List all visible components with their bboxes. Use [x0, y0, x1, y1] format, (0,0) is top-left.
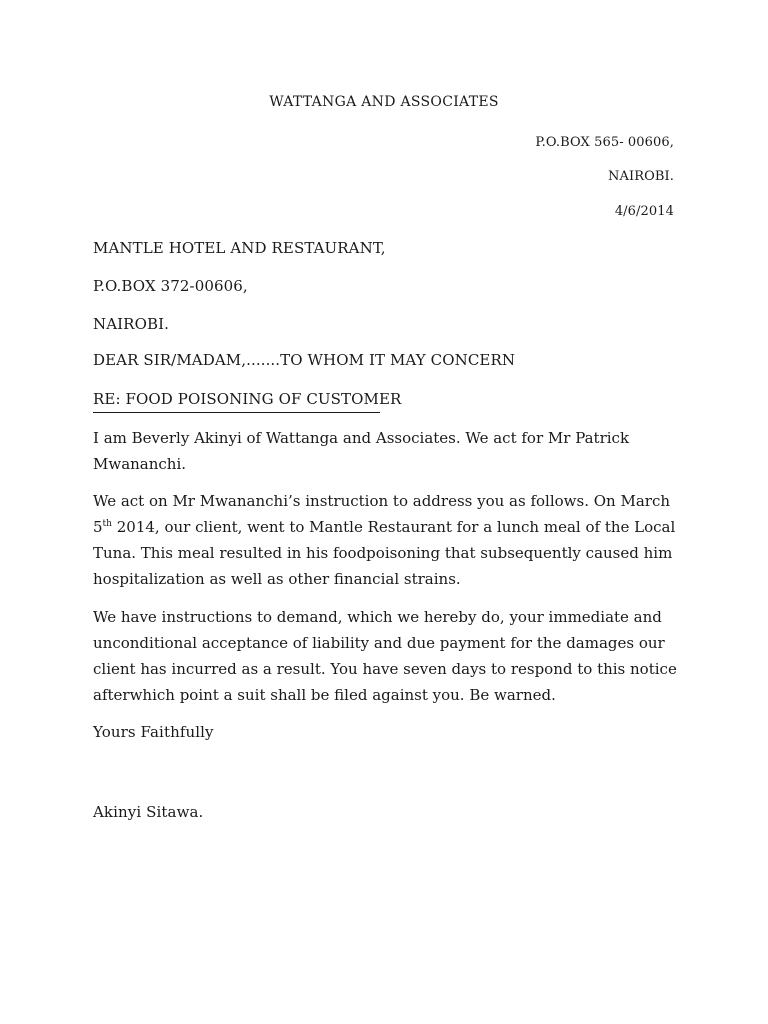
paragraph-line: We act on Mr Mwananchi’s instruction to address you as follows. On March [93, 492, 671, 510]
paragraph-line: Mwananchi. [93, 455, 187, 473]
subject-line: RE: FOOD POISONING OF CUSTOMER [93, 389, 380, 413]
paragraph-line [93, 514, 683, 540]
paragraph-demand [93, 604, 683, 708]
paragraph-line: We have instructions to demand, which we hereby do, your immediate and [93, 608, 662, 626]
date-ordinal-suffix: th [102, 519, 112, 529]
recipient-name: MANTLE HOTEL AND RESTAURANT, [93, 239, 386, 257]
letter-date: 4/6/2014 [614, 204, 674, 219]
paragraph-line: afterwhich point a suit shall be filed against you. Be warned. [93, 686, 556, 704]
paragraph-line: client has incurred as a result. You have seven days to respond to this notice [93, 660, 677, 678]
paragraph-line: Tuna. This meal resulted in his foodpoisoning that subsequently caused him [93, 544, 673, 562]
signature-name: Akinyi Sitawa. [93, 803, 204, 821]
sender-po-box: P.O.BOX 565- 00606, [535, 135, 674, 150]
salutation: DEAR SIR/MADAM,.......TO WHOM IT MAY CONCERN [93, 351, 516, 369]
paragraph-facts [93, 488, 683, 592]
sender-city: NAIROBI. [608, 169, 674, 184]
date-day: 5 [93, 518, 103, 536]
paragraph-line: unconditional acceptance of liability and due payment for the damages our [93, 634, 665, 652]
firm-heading: WATTANGA AND ASSOCIATES [269, 94, 499, 110]
paragraph-introduction [93, 425, 683, 477]
recipient-po-box: P.O.BOX 372-00606, [93, 277, 248, 295]
paragraph-line: hospitalization as well as other financial strains. [93, 570, 461, 588]
closing: Yours Faithfully [93, 723, 214, 741]
recipient-city: NAIROBI. [93, 315, 169, 333]
date-rest: 2014, our client, went to Mantle Restaurant for a lunch meal of the Local [111, 518, 676, 536]
paragraph-line: I am Beverly Akinyi of Wattanga and Associates. We act for Mr Patrick [93, 429, 630, 447]
